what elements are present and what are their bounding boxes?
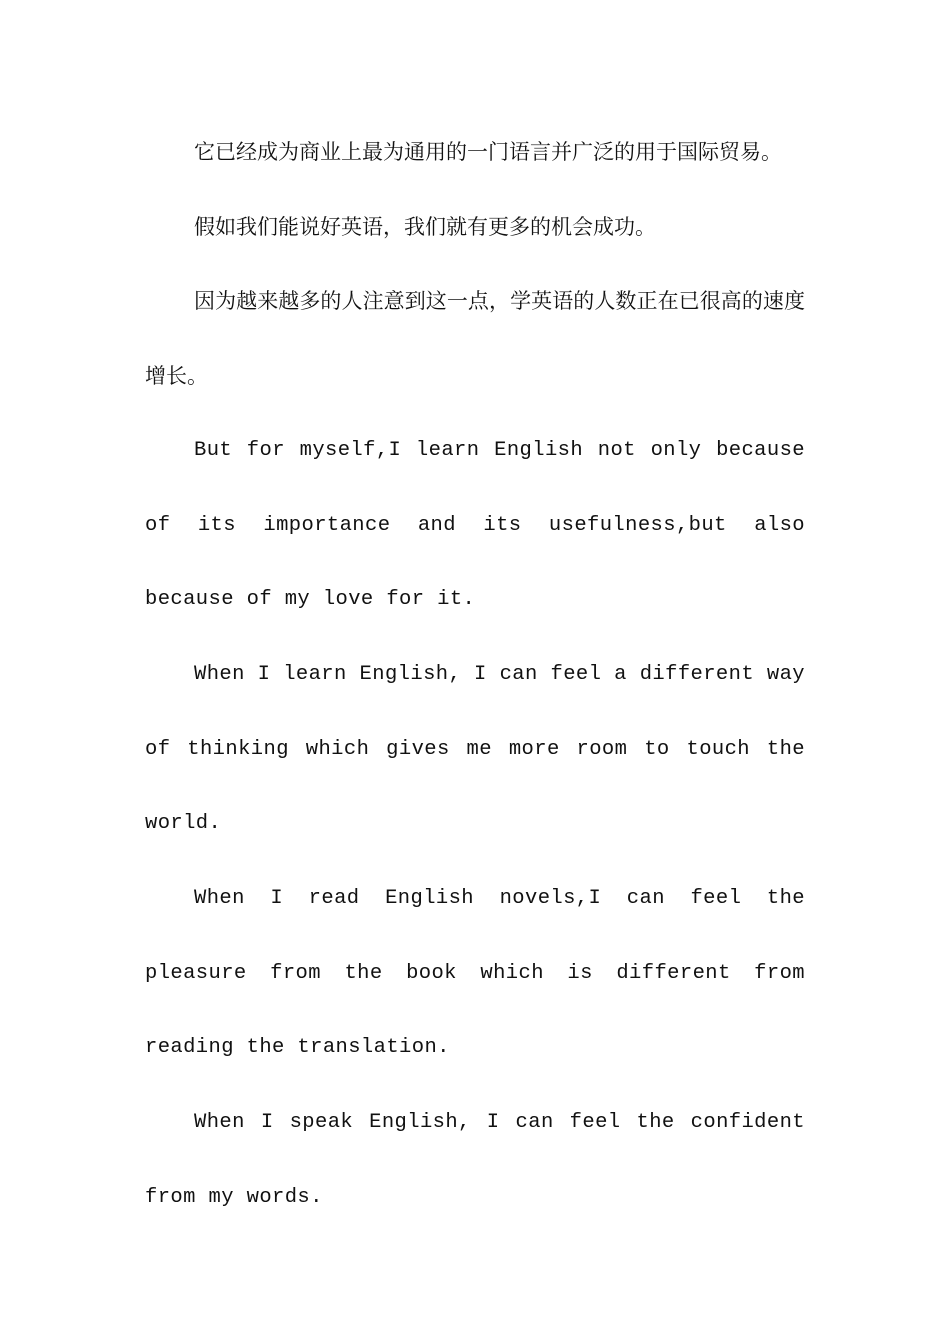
paragraph-1: 它已经成为商业上最为通用的一门语言并广泛的用于国际贸易。 (194, 140, 782, 164)
paragraph-2: 假如我们能说好英语，我们就有更多的机会成功。 (194, 214, 656, 239)
paragraph-4: But for myself,I learn English not only because of its importance and its usefulness,but also because of my love for it. (145, 438, 805, 612)
paragraph-5: When I learn English, I can feel a different way of thinking which gives me more room to touch the world. (145, 662, 805, 836)
paragraph-3: 因为越来越多的人注意到这一点，学英语的人数正在已很高的速度增长。 (145, 289, 805, 389)
document-body (145, 115, 805, 1236)
paragraph-6: When I read English novels,I can feel the pleasure from the book which is different from reading the translation. (145, 887, 805, 1060)
paragraph-7: When I speak English, I can feel the confident from my words. (145, 1111, 805, 1209)
